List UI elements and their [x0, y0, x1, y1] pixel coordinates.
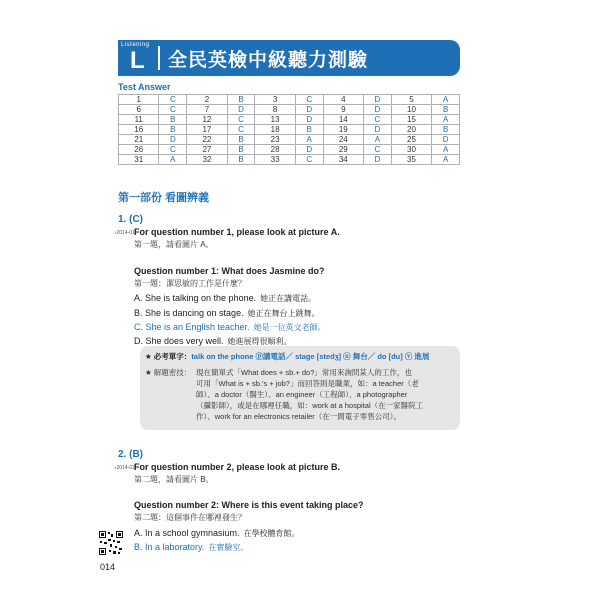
- answer-choice: B: [227, 135, 255, 145]
- answer-question-number: 33: [255, 155, 295, 165]
- q1-question-zh: 第一題：潔思敏的工作是什麼？: [134, 279, 246, 288]
- test-answer-heading: Test Answer: [118, 82, 171, 92]
- answer-question-number: 13: [255, 115, 295, 125]
- answer-choice: B: [159, 115, 187, 125]
- badge-letter: L: [130, 47, 145, 74]
- answer-row: [119, 125, 460, 135]
- answer-question-number: 1: [119, 95, 159, 105]
- answer-choice: D: [364, 155, 392, 165]
- section-title: 第一部份 看圖辨義: [118, 192, 210, 204]
- answer-choice: D: [364, 105, 392, 115]
- q2-option-a: A. In a school gymnasium. 在學校體育館。: [134, 528, 300, 538]
- q1-option-d: D. She does very well. 她進展得很順利。: [134, 336, 292, 346]
- header-divider: [158, 46, 160, 70]
- answer-question-number: 20: [391, 125, 431, 135]
- answer-question-number: 23: [255, 135, 295, 145]
- q1-instruction-zh: 第一題，請看圖片 A。: [134, 240, 214, 249]
- answer-choice: C: [295, 95, 323, 105]
- answer-choice: A: [432, 155, 460, 165]
- answer-question-number: 2: [187, 95, 227, 105]
- answer-question-number: 30: [391, 145, 431, 155]
- page-title: 全民英檢中級聽力測驗: [168, 50, 369, 71]
- answer-question-number: 25: [391, 135, 431, 145]
- answer-question-number: 18: [255, 125, 295, 135]
- answer-row: [119, 95, 460, 105]
- q1-tip-line: 師）、a doctor（醫生）、an engineer（工程師）、a photographer: [196, 390, 408, 399]
- answer-row: [119, 155, 460, 165]
- answer-choice: C: [159, 95, 187, 105]
- answer-row: [119, 115, 460, 125]
- answer-question-number: 21: [119, 135, 159, 145]
- answer-choice: A: [432, 95, 460, 105]
- answer-choice: A: [364, 135, 392, 145]
- answer-choice: D: [227, 105, 255, 115]
- listening-badge: [118, 40, 158, 76]
- answer-choice: B: [159, 125, 187, 135]
- q1-track: ♪2014-01: [114, 230, 135, 236]
- answer-question-number: 7: [187, 105, 227, 115]
- answer-question-number: 27: [187, 145, 227, 155]
- answer-choice: D: [159, 135, 187, 145]
- answer-question-number: 14: [323, 115, 363, 125]
- q1-tip-line: 作）、work for an electronics retailer（在一間電子零售公司）。: [196, 412, 402, 421]
- answer-choice: B: [295, 125, 323, 135]
- answer-choice: D: [432, 135, 460, 145]
- answer-question-number: 19: [323, 125, 363, 135]
- q1-instruction-en: For question number 1, please look at picture A.: [134, 227, 340, 237]
- answer-question-number: 35: [391, 155, 431, 165]
- answer-row: [119, 145, 460, 155]
- answer-question-number: 10: [391, 105, 431, 115]
- q1-tip-line: 現在簡單式「What does + sb.+ do?」常用來詢問某人的工作，也: [196, 368, 412, 377]
- q2-track: ♪2014-02: [114, 465, 135, 471]
- answer-question-number: 15: [391, 115, 431, 125]
- answer-question-number: 17: [187, 125, 227, 135]
- answer-choice: C: [364, 115, 392, 125]
- answer-choice: A: [432, 145, 460, 155]
- qr-code-icon: [98, 530, 124, 556]
- q1-tip-line: 可用「What is + sb.'s + job?」而回答則是職業，如：a teacher（老: [196, 379, 419, 388]
- answer-question-number: 31: [119, 155, 159, 165]
- answer-row: [119, 135, 460, 145]
- answer-choice: B: [432, 125, 460, 135]
- answer-choice: A: [295, 135, 323, 145]
- answer-question-number: 22: [187, 135, 227, 145]
- q1-vocab: ★ 必考單字：talk on the phone ⓟ講電話／ stage [stedʒ] ⓝ 舞台／ do [du] ⓥ 進展: [145, 352, 430, 361]
- answer-choice: C: [227, 115, 255, 125]
- q2-instruction-zh: 第二題，請看圖片 B。: [134, 475, 214, 484]
- answer-choice: C: [227, 125, 255, 135]
- q1-question-en: Question number 1: What does Jasmine do?: [134, 266, 325, 276]
- answer-choice: B: [227, 145, 255, 155]
- badge-small-label: Listening: [121, 42, 150, 48]
- answer-choice: C: [159, 145, 187, 155]
- answer-choice: D: [295, 105, 323, 115]
- answer-question-number: 12: [187, 115, 227, 125]
- answer-choice: D: [295, 145, 323, 155]
- answer-choice: C: [159, 105, 187, 115]
- answer-question-number: 11: [119, 115, 159, 125]
- answer-choice: A: [159, 155, 187, 165]
- q2-instruction-en: For question number 2, please look at picture B.: [134, 462, 341, 472]
- answer-choice: B: [227, 155, 255, 165]
- answer-choice: C: [364, 145, 392, 155]
- answer-question-number: 34: [323, 155, 363, 165]
- answer-question-number: 5: [391, 95, 431, 105]
- answer-question-number: 26: [119, 145, 159, 155]
- q1-tip-line: （攝影師），或是在哪裡任職，如：work at a hospital（在一家醫院工: [196, 401, 424, 410]
- answer-question-number: 3: [255, 95, 295, 105]
- q2-option-b: B. In a laboratory. 在實驗室。: [134, 542, 249, 552]
- answer-choice: D: [364, 125, 392, 135]
- q1-option-a: A. She is talking on the phone. 她正在講電話。: [134, 293, 317, 303]
- answer-choice: B: [432, 105, 460, 115]
- answer-question-number: 4: [323, 95, 363, 105]
- answer-choice: D: [364, 95, 392, 105]
- answer-choice: A: [432, 115, 460, 125]
- answer-table: [118, 94, 460, 165]
- page-number: 014: [100, 562, 116, 572]
- answer-question-number: 24: [323, 135, 363, 145]
- answer-row: [119, 105, 460, 115]
- answer-question-number: 16: [119, 125, 159, 135]
- answer-choice: C: [295, 155, 323, 165]
- q1-option-b: B. She is dancing on stage. 她正在舞台上跳舞。: [134, 308, 320, 318]
- answer-question-number: 8: [255, 105, 295, 115]
- answer-question-number: 28: [255, 145, 295, 155]
- q1-number: 1. (C): [118, 214, 143, 225]
- q1-tip-label: ★ 解題密技：: [145, 368, 192, 377]
- q2-question-zh: 第二題：這個事件在哪裡發生？: [134, 513, 246, 522]
- answer-question-number: 29: [323, 145, 363, 155]
- q2-number: 2. (B): [118, 449, 143, 460]
- answer-question-number: 32: [187, 155, 227, 165]
- answer-question-number: 6: [119, 105, 159, 115]
- q2-question-en: Question number 2: Where is this event taking place?: [134, 500, 364, 510]
- answer-choice: D: [295, 115, 323, 125]
- answer-choice: B: [227, 95, 255, 105]
- answer-question-number: 9: [323, 105, 363, 115]
- q1-option-c: C. She is an English teacher. 她是一位英文老師。: [134, 322, 326, 332]
